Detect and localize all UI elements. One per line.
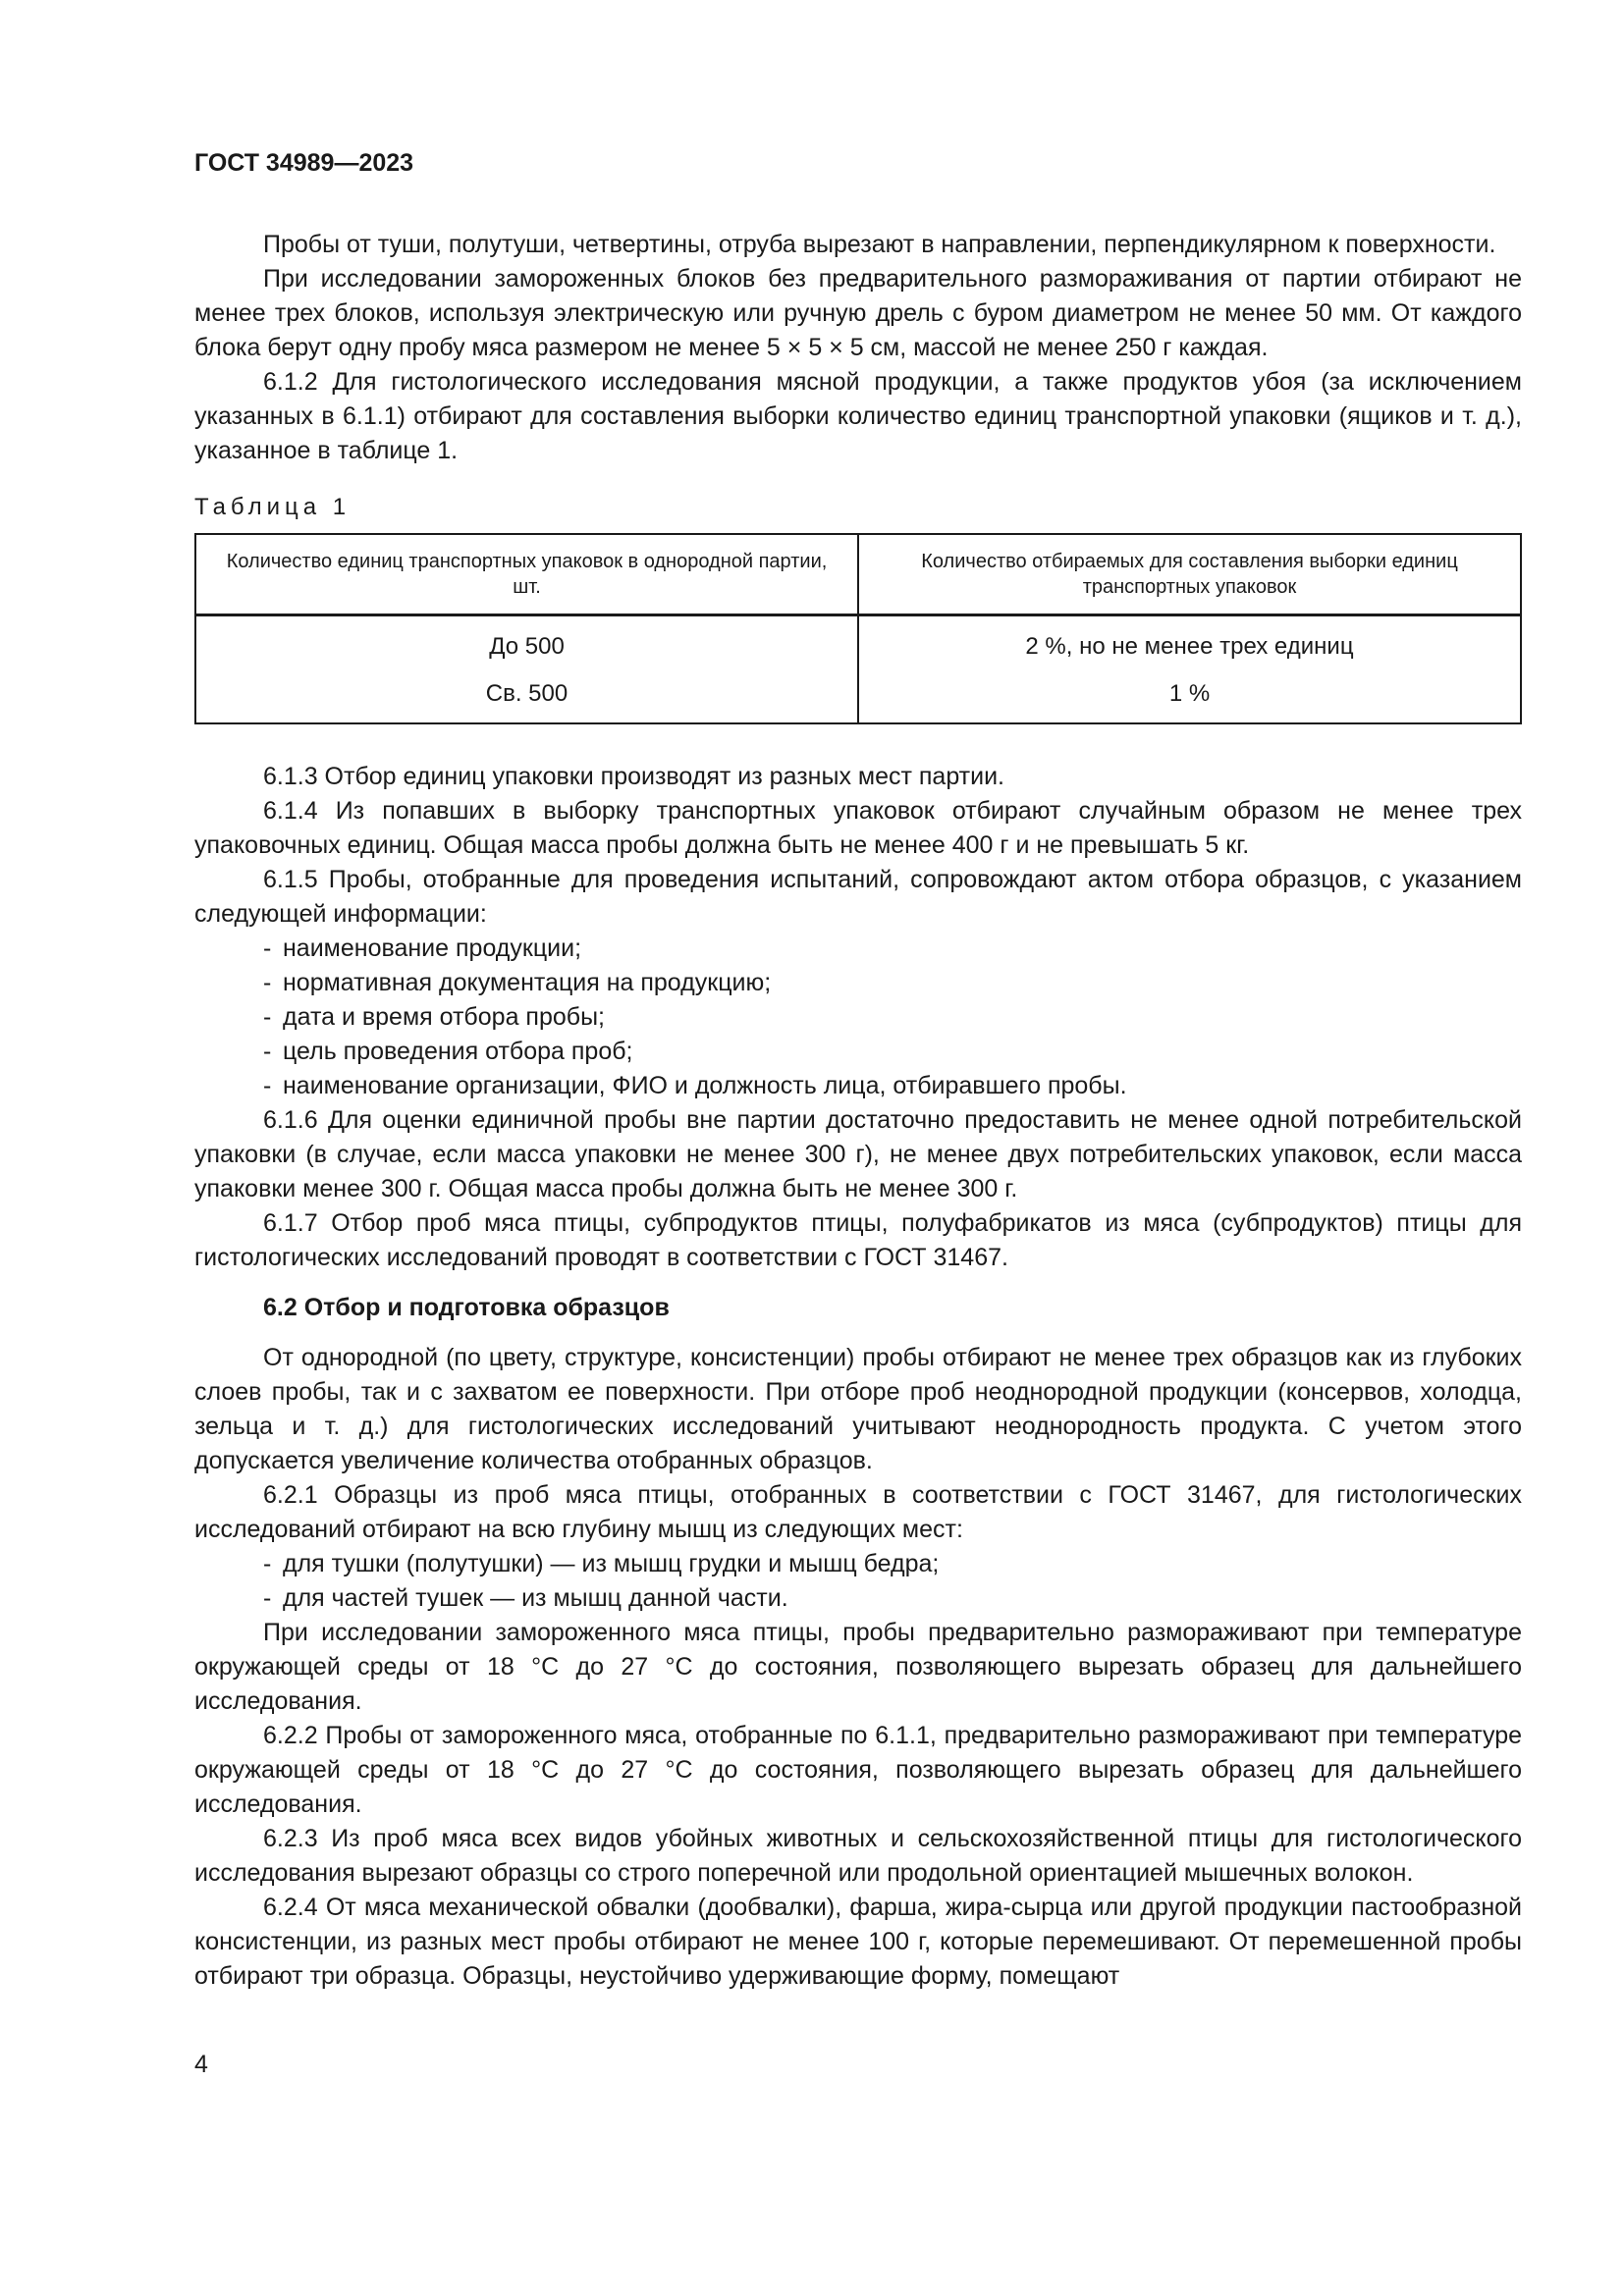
section-heading: 6.2 Отбор и подготовка образцов [263, 1294, 670, 1321]
list-item: - для тушки (полутушки) — из мышц грудки и мышц бедра; [263, 1547, 1522, 1581]
list-item: - нормативная документация на продукцию; [263, 966, 1522, 1000]
table-1 [194, 533, 1522, 724]
table-cell: 1 % [858, 670, 1521, 723]
paragraph: 6.1.5 Пробы, отобранные для проведения испытаний, сопровождают актом отбора образцов, с указанием следующей информации: [194, 866, 1522, 928]
table-header-row [195, 534, 1521, 615]
paragraph: 6.1.2 Для гистологического исследования мясной продукции, а также продуктов убоя (за исключением указанных в 6.1.1) отбирают для составления выборки количество единиц транспортной упаковки (ящиков и т. д.), указанное в таблице 1. [194, 368, 1522, 464]
table-header-cell: Количество отбираемых для составления выборки единиц транспортных упаковок [858, 534, 1521, 615]
list-item: - наименование организации, ФИО и должность лица, отбиравшего пробы. [263, 1069, 1522, 1103]
paragraph: 6.2.1 Образцы из проб мяса птицы, отобранных в соответствии с ГОСТ 31467, для гистологических исследований отбирают на всю глубину мышц из следующих мест: [194, 1481, 1522, 1543]
paragraph: При исследовании замороженного мяса птицы, пробы предварительно размораживают при температуре окружающей среды от 18 °С до 27 °С до состояния, позволяющего вырезать образец для дальнейшего исследования. [194, 1619, 1522, 1715]
paragraph: 6.1.6 Для оценки единичной пробы вне партии достаточно предоставить не менее одной потребительской упаковки (в случае, если масса упаковки не менее 300 г), не менее двух потребительских упаковок, если масса упаковки менее 300 г. Общая масса пробы должна быть не менее 300 г. [194, 1106, 1522, 1202]
table-cell: 2 %, но не менее трех единиц [858, 615, 1521, 671]
info-list [194, 932, 1522, 1103]
table-cell: До 500 [195, 615, 858, 671]
list-item: - наименование продукции; [263, 932, 1522, 966]
list-item: - для частей тушек — из мышц данной части. [263, 1581, 1522, 1616]
document-header: ГОСТ 34989—2023 [194, 149, 414, 177]
table-row [195, 670, 1521, 723]
paragraph: От однородной (по цвету, структуре, консистенции) пробы отбирают не менее трех образцов как из глубоких слоев пробы, так и с захватом ее поверхности. При отборе проб неоднородной продукции (консервов, холодца, зельца и т. д.) для гистологических исследований учитывают неоднородность продукта. С учетом этого допускается увеличение количества отобранных образцов. [194, 1344, 1522, 1474]
paragraph: 6.1.4 Из попавших в выборку транспортных упаковок отбирают случайным образом не менее трех упаковочных единиц. Общая масса пробы должна быть не менее 400 г и не превышать 5 кг. [194, 797, 1522, 859]
paragraph: 6.2.2 Пробы от замороженного мяса, отобранные по 6.1.1, предварительно размораживают при температуре окружающей среды от 18 °С до 27 °С до состояния, позволяющего вырезать образец для дальнейшего исследования. [194, 1722, 1522, 1818]
list-item: - цель проведения отбора проб; [263, 1035, 1522, 1069]
paragraph: 6.1.7 Отбор проб мяса птицы, субпродуктов птицы, полуфабрикатов из мяса (субпродуктов) птицы для гистологических исследований проводят в соответствии с ГОСТ 31467. [194, 1209, 1522, 1271]
list-item: - дата и время отбора пробы; [263, 1000, 1522, 1035]
paragraph: 6.2.3 Из проб мяса всех видов убойных животных и сельскохозяйственной птицы для гистологического исследования вырезают образцы со строго поперечной или продольной ориентацией мышечных волокон. [194, 1825, 1522, 1887]
table-cell: Св. 500 [195, 670, 858, 723]
paragraph: При исследовании замороженных блоков без предварительного размораживания от партии отбирают не менее трех блоков, используя электрическую или ручную дрель с буром диаметром не менее 50 мм. От каждого блока берут одну пробу мяса размером не менее 5 × 5 × 5 см, массой не менее 250 г каждая. [194, 265, 1522, 361]
table-caption: Таблица 1 [194, 494, 352, 520]
paragraph: 6.2.4 От мяса механической обвалки (дообвалки), фарша, жира-сырца или другой продукции пастообразной консистенции, из разных мест пробы отбирают не менее 100 г, которые перемешивают. От перемешенной пробы отбирают три образца. Образцы, неустойчиво удерживающие форму, помещают [194, 1894, 1522, 1990]
document-page [194, 147, 1522, 1994]
sampling-places-list [194, 1547, 1522, 1616]
page-number: 4 [194, 2051, 208, 2078]
paragraph: Пробы от туши, полутуши, четвертины, отруба вырезают в направлении, перпендикулярном к поверхности. [263, 231, 1496, 258]
table-header-cell: Количество единиц транспортных упаковок в однородной партии, шт. [195, 534, 858, 615]
paragraph: 6.1.3 Отбор единиц упаковки производят из разных мест партии. [263, 763, 1004, 790]
table-row [195, 615, 1521, 671]
